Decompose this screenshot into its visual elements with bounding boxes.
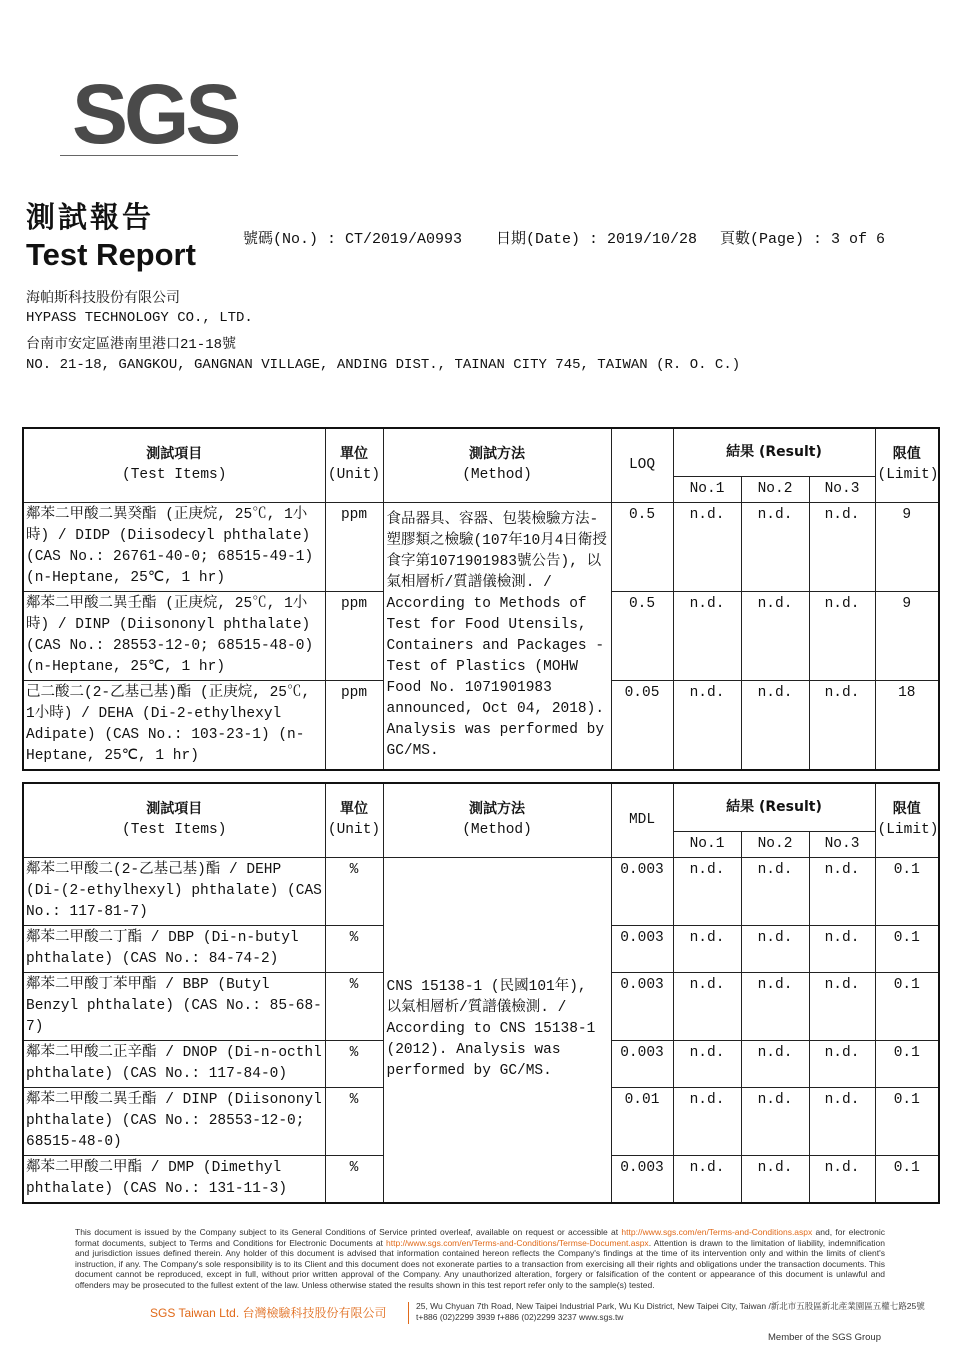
result-no2: n.d. <box>741 972 809 1040</box>
unit: ppm <box>325 591 383 680</box>
test-table-2 <box>22 782 940 1204</box>
loq: 0.5 <box>611 591 673 680</box>
sgs-taiwan-name: SGS Taiwan Ltd. 台灣檢驗科技股份有限公司 <box>150 1306 387 1320</box>
result-no1: n.d. <box>673 680 741 770</box>
unit: % <box>325 1087 383 1155</box>
header-method <box>383 783 611 857</box>
test-item: 鄰苯二甲酸二丁酯 / DBP (Di-n-butyl phthalate) (CAS No.: 84-74-2) <box>23 925 325 972</box>
test-item: 鄰苯二甲酸丁苯甲酯 / BBP (Butyl Benzyl phthalate) (CAS No.: 85-68-7) <box>23 972 325 1040</box>
header-method-zh: 測試方法 <box>469 801 525 818</box>
header-unit-zh: 單位 <box>340 446 368 463</box>
result-no1: n.d. <box>673 1087 741 1155</box>
unit: % <box>325 972 383 1040</box>
header-no3: No.3 <box>809 831 875 857</box>
title-zh: 測試報告 <box>26 200 155 234</box>
mdl: 0.003 <box>611 1040 673 1087</box>
result-no1: n.d. <box>673 857 741 925</box>
mdl: 0.01 <box>611 1087 673 1155</box>
header-loq: LOQ <box>611 428 673 502</box>
limit: 18 <box>875 680 939 770</box>
header-unit-zh: 單位 <box>340 801 368 818</box>
limit: 0.1 <box>875 925 939 972</box>
test-item: 鄰苯二甲酸二異壬酯 / DINP (Diisononyl phthalate) (CAS No.: 28553-12-0; 68515-48-0) <box>23 1087 325 1155</box>
result-no3: n.d. <box>809 1155 875 1203</box>
limit: 9 <box>875 502 939 591</box>
unit: % <box>325 1040 383 1087</box>
header-result: 結果 (Result) <box>673 428 875 476</box>
header-limit-en: (Limit) <box>877 822 939 839</box>
limit: 0.1 <box>875 1040 939 1087</box>
header-no1: No.1 <box>673 831 741 857</box>
result-no3: n.d. <box>809 857 875 925</box>
member-of-sgs: Member of the SGS Group <box>768 1332 881 1343</box>
header-unit <box>325 783 383 857</box>
sgs-logo: SGS <box>72 67 238 161</box>
unit: % <box>325 857 383 925</box>
header-method-en: (Method) <box>462 467 532 484</box>
test-method: 食品器具、容器、包裝檢驗方法-塑膠類之檢驗(107年10月4日衛授食字第1071901983號公告), 以氣相層析/質譜儀檢測. / According to Methods of Test for Food Utensils, Containers and Packages - Test of Plastics (MOHW Food No. 1071901983 announced, Oct 04, 2018). Analysis was performed by GC/MS. <box>383 502 611 770</box>
result-no2: n.d. <box>741 591 809 680</box>
edoc-terms-link[interactable]: http://www.sgs.com/en/Terms-and-Conditions/Termse-Document.aspx <box>386 1237 649 1248</box>
page-number: 頁數(Page) : 3 of 6 <box>720 231 886 248</box>
header-method <box>383 428 611 502</box>
result-no1: n.d. <box>673 502 741 591</box>
test-table-1 <box>22 427 940 771</box>
unit: % <box>325 925 383 972</box>
client-address-zh: 台南市安定區港南里港口21-18號 <box>26 337 237 353</box>
terms-link[interactable]: http://www.sgs.com/en/Terms-and-Conditions.aspx <box>621 1227 813 1237</box>
footer-address-line: 25, Wu Chyuan 7th Road, New Taipei Industrial Park, Wu Ku District, New Taipei City, Taiwan /新北市五股區新北產業園區五權七路25號 <box>416 1301 925 1311</box>
result-no2: n.d. <box>741 1087 809 1155</box>
header-result: 結果 (Result) <box>673 783 875 831</box>
header-limit-en: (Limit) <box>877 467 939 484</box>
mdl: 0.003 <box>611 925 673 972</box>
test-item: 鄰苯二甲酸二異癸酯 (正庚烷, 25℃, 1小時) / DIDP (Diisodecyl phthalate) (CAS No.: 26761-40-0; 68515-49-1) (n-Heptane, 25℃, 1 hr) <box>23 502 325 591</box>
disclaimer-part-1: This document is issued by the Company subject to its General Conditions of Service printed overleaf, available on request or accessible at <box>75 1227 622 1237</box>
header-unit-en: (Unit) <box>327 467 381 484</box>
result-no2: n.d. <box>741 1155 809 1203</box>
result-no1: n.d. <box>673 591 741 680</box>
header-unit <box>325 428 383 502</box>
header-test-items-zh: 測試項目 <box>146 801 203 818</box>
client-name-en: HYPASS TECHNOLOGY CO., LTD. <box>26 310 253 326</box>
result-no3: n.d. <box>809 1087 875 1155</box>
disclaimer-part-2: and, for electronic format documents, subject to Terms and Conditions for Electronic Documents at <box>75 1227 885 1248</box>
header-no2: No.2 <box>741 831 809 857</box>
test-item: 鄰苯二甲酸二異壬酯 (正庚烷, 25℃, 1小時) / DINP (Diisononyl phthalate) (CAS No.: 28553-12-0; 68515-48-0) (n-Heptane, 25℃, 1 hr) <box>23 591 325 680</box>
limit: 0.1 <box>875 972 939 1040</box>
table-row <box>23 857 939 925</box>
header-no2: No.2 <box>741 476 809 502</box>
title-en: Test Report <box>26 237 196 272</box>
test-item: 鄰苯二甲酸二正辛酯 / DNOP (Di-n-octhl phthalate) (CAS No.: 117-84-0) <box>23 1040 325 1087</box>
header-test-items <box>23 783 325 857</box>
result-no3: n.d. <box>809 1040 875 1087</box>
header-unit-en: (Unit) <box>327 822 381 839</box>
result-no1: n.d. <box>673 972 741 1040</box>
limit: 0.1 <box>875 1155 939 1203</box>
mdl: 0.003 <box>611 972 673 1040</box>
table-row <box>23 502 939 591</box>
result-no3: n.d. <box>809 925 875 972</box>
test-item: 鄰苯二甲酸二甲酯 / DMP (Dimethyl phthalate) (CAS No.: 131-11-3) <box>23 1155 325 1203</box>
header-test-items-zh: 測試項目 <box>146 446 203 463</box>
unit: ppm <box>325 680 383 770</box>
unit: ppm <box>325 502 383 591</box>
header-limit-zh: 限值 <box>892 801 921 818</box>
limit: 9 <box>875 591 939 680</box>
result-no3: n.d. <box>809 680 875 770</box>
result-no3: n.d. <box>809 502 875 591</box>
mdl: 0.003 <box>611 857 673 925</box>
header-no1: No.1 <box>673 476 741 502</box>
limit: 0.1 <box>875 1087 939 1155</box>
result-no3: n.d. <box>809 591 875 680</box>
client-address-en: NO. 21-18, GANGKOU, GANGNAN VILLAGE, ANDING DIST., TAINAN CITY 745, TAIWAN (R. O. C.) <box>26 357 741 373</box>
result-no3: n.d. <box>809 972 875 1040</box>
footer-phone-line: t+886 (02)2299 3939 f+886 (02)2299 3237 www.sgs.tw <box>416 1312 624 1322</box>
header-mdl: MDL <box>611 783 673 857</box>
result-no1: n.d. <box>673 925 741 972</box>
result-no1: n.d. <box>673 1155 741 1203</box>
legal-disclaimer <box>75 1227 885 1290</box>
header-test-items <box>23 428 325 502</box>
loq: 0.5 <box>611 502 673 591</box>
header-limit-zh: 限值 <box>892 446 921 463</box>
unit: % <box>325 1155 383 1203</box>
result-no2: n.d. <box>741 502 809 591</box>
loq: 0.05 <box>611 680 673 770</box>
header-limit <box>875 428 939 502</box>
result-no2: n.d. <box>741 925 809 972</box>
report-date: 日期(Date) : 2019/10/28 <box>496 231 698 248</box>
client-name-zh: 海帕斯科技股份有限公司 <box>26 291 180 307</box>
limit: 0.1 <box>875 857 939 925</box>
header-method-en: (Method) <box>462 822 532 839</box>
header-no3: No.3 <box>809 476 875 502</box>
test-item: 己二酸二(2-乙基己基)酯 (正庚烷, 25℃, 1小時) / DEHA (Di-2-ethylhexyl Adipate) (CAS No.: 103-23-1) (n-Heptane, 25℃, 1 hr) <box>23 680 325 770</box>
footer-divider <box>408 1302 409 1324</box>
result-no2: n.d. <box>741 680 809 770</box>
header-limit <box>875 783 939 857</box>
test-method: CNS 15138-1 (民國101年), 以氣相層析/質譜儀檢測. / According to CNS 15138-1 (2012). Analysis was performed by GC/MS. <box>383 857 611 1203</box>
header-test-items-en: (Test Items) <box>122 467 227 484</box>
test-item: 鄰苯二甲酸二(2-乙基己基)酯 / DEHP (Di-(2-ethylhexyl) phthalate) (CAS No.: 117-81-7) <box>23 857 325 925</box>
logo-underline <box>60 155 238 156</box>
header-method-zh: 測試方法 <box>469 446 525 463</box>
disclaimer-part-3: . Attention is drawn to the limitation of liability, indemnification and jurisdiction issues defined therein. Any holder of this document is advised that information contained hereon reflects the Company's findings at the time of its intervention only and within the limits of client's instruction, if any. The Company's sole responsibility is to its Client and this document does not exonerate parties to a transaction from exercising all their rights and obligations under the transaction documents. This document cannot be reproduced, except in full, without prior written approval of the Company. Any unauthorized alteration, forgery or falsification of the content or appearance of this document is unlawful and offenders may be prosecuted to the fullest extent of the law. Unless otherwise stated the results shown in this test report refer only to the sample(s) tested. <box>75 1237 885 1290</box>
result-no2: n.d. <box>741 857 809 925</box>
result-no1: n.d. <box>673 1040 741 1087</box>
result-no2: n.d. <box>741 1040 809 1087</box>
mdl: 0.003 <box>611 1155 673 1203</box>
header-test-items-en: (Test Items) <box>122 822 227 839</box>
footer-address <box>416 1301 925 1323</box>
report-number: 號碼(No.) : CT/2019/A0993 <box>243 231 463 248</box>
